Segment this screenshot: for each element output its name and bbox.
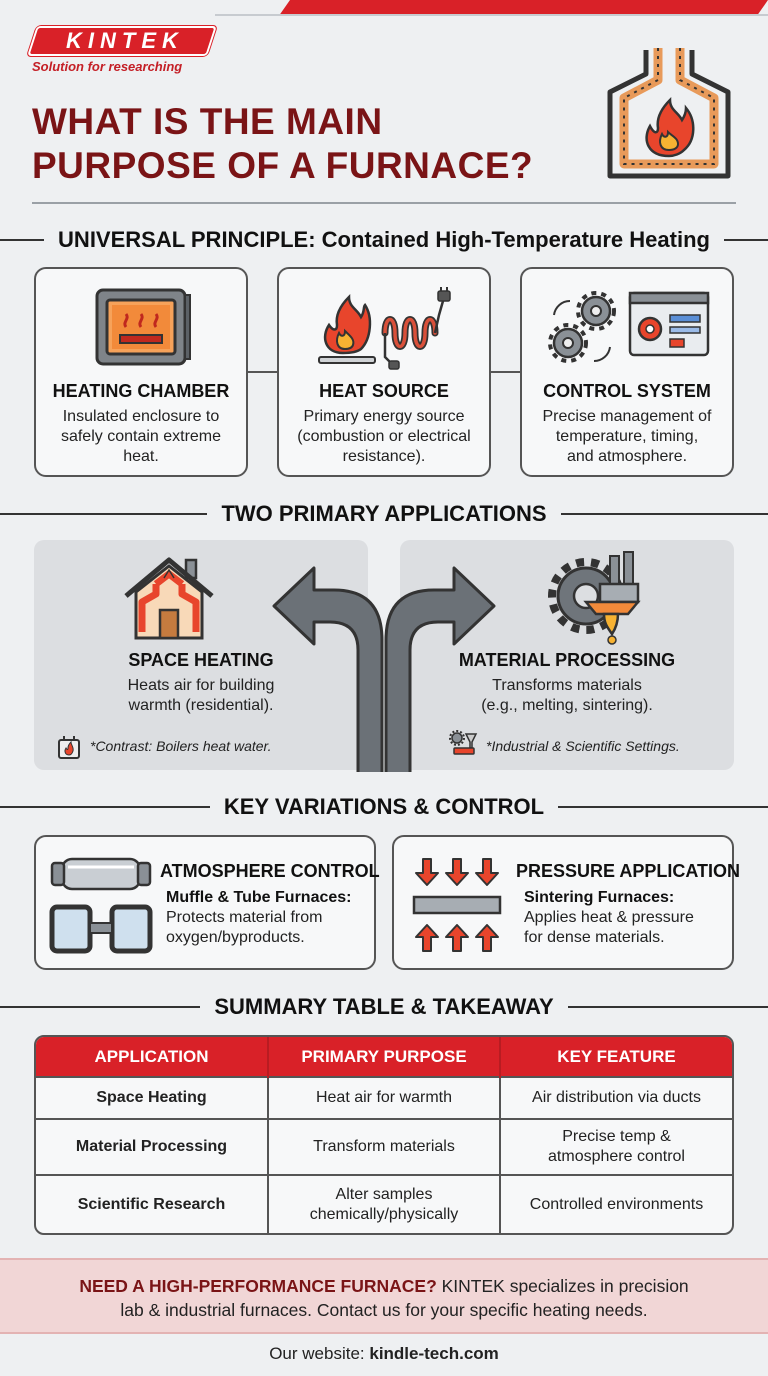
factory-gear-icon	[546, 550, 642, 646]
table-row	[36, 1077, 732, 1119]
card-connector	[246, 371, 278, 373]
card-subtitle: Muffle & Tube Furnaces:	[166, 889, 352, 906]
table-cell-application: Scientific Research	[36, 1175, 268, 1233]
card-title: PRESSURE APPLICATION	[516, 861, 741, 881]
furnace-flame-icon	[602, 44, 736, 184]
website-label: Our website:	[269, 1344, 370, 1363]
website-link[interactable]: kindle-tech.com	[369, 1344, 499, 1363]
card-description: Primary energy source (combustion or electrical resistance).	[297, 408, 471, 465]
card-control-system	[520, 267, 734, 477]
diverging-arrows-icon	[270, 566, 498, 772]
section-heading-summary-text: SUMMARY TABLE & TAKEAWAY	[214, 994, 554, 1019]
panel-note: *Contrast: Boilers heat water.	[90, 738, 272, 754]
card-description: Insulated enclosure to safely contain extreme heat.	[60, 408, 222, 465]
card-heat-source	[277, 267, 491, 477]
table-cell-feature: Precise temp & atmosphere control	[500, 1119, 732, 1175]
table-cell-feature: Air distribution via ducts	[500, 1077, 732, 1119]
call-to-action-text	[20, 1274, 748, 1322]
card-description: Precise management of temperature, timing, and atmosphere.	[542, 408, 712, 465]
section-heading-variations-text: KEY VARIATIONS & CONTROL	[223, 794, 545, 819]
summary-table	[34, 1035, 734, 1235]
table-row	[36, 1175, 732, 1233]
header-accent-stripe	[280, 0, 768, 14]
heating-chamber-icon	[94, 287, 192, 369]
page-title-line-1: WHAT IS THE MAIN	[32, 101, 383, 142]
call-to-action-line-2: lab & industrial furnaces. Contact us for your specific heating needs.	[120, 1300, 648, 1320]
boiler-icon	[56, 734, 82, 760]
call-to-action-heading: NEED A HIGH-PERFORMANCE FURNACE?	[79, 1276, 437, 1296]
table-cell-application: Space Heating	[36, 1077, 268, 1119]
table-cell-purpose: Heat air for warmth	[268, 1077, 500, 1119]
call-to-action-banner	[0, 1258, 768, 1334]
header-divider	[215, 14, 768, 16]
card-pressure-application	[392, 835, 741, 970]
table-cell-application: Material Processing	[36, 1119, 268, 1175]
card-description: Protects material from oxygen/byproducts.	[166, 909, 323, 946]
call-to-action-line-1: KINTEK specializes in precision	[436, 1276, 689, 1296]
pressure-icon	[410, 857, 504, 953]
heat-source-icon	[313, 287, 461, 373]
control-system-icon	[548, 289, 712, 367]
tagline: Solution for researching	[32, 59, 183, 74]
logo-text[interactable]: KINTEK	[66, 28, 184, 53]
section-heading-variations	[0, 792, 768, 822]
card-connector	[489, 371, 521, 373]
panel-description: Heats air for building warmth (residential).	[127, 677, 275, 714]
table-header-purpose: PRIMARY PURPOSE	[268, 1037, 500, 1077]
section-heading-applications-text: TWO PRIMARY APPLICATIONS	[221, 501, 547, 526]
panel-title: SPACE HEATING	[128, 650, 274, 670]
page-title-line-2: PURPOSE OF A FURNACE?	[32, 145, 534, 186]
card-description: Applies heat & pressure for dense materials.	[524, 909, 694, 946]
card-title: HEAT SOURCE	[319, 381, 449, 401]
card-subtitle: Sintering Furnaces:	[524, 889, 675, 906]
table-header-feature: KEY FEATURE	[500, 1037, 732, 1077]
section-heading-principle	[0, 225, 768, 255]
section-heading-applications	[0, 499, 768, 529]
table-header-application: APPLICATION	[36, 1037, 268, 1077]
house-icon	[120, 554, 218, 642]
section-heading-summary	[0, 992, 768, 1022]
tube-furnace-icon	[48, 853, 154, 955]
table-cell-purpose: Alter samples chemically/physically	[268, 1175, 500, 1233]
card-title: ATMOSPHERE CONTROL	[160, 861, 380, 881]
panel-description: Transforms materials (e.g., melting, sintering).	[481, 677, 653, 714]
card-title: HEATING CHAMBER	[52, 381, 230, 401]
title-divider	[32, 202, 736, 204]
page-title	[32, 100, 592, 188]
card-title: CONTROL SYSTEM	[543, 381, 711, 401]
card-heating-chamber	[34, 267, 248, 477]
table-row	[36, 1119, 732, 1175]
table-cell-feature: Controlled environments	[500, 1175, 732, 1233]
panel-title: MATERIAL PROCESSING	[458, 650, 676, 670]
section-heading-principle-text: UNIVERSAL PRINCIPLE: Contained High-Temperature Heating	[58, 227, 710, 252]
website-footer	[0, 1344, 768, 1364]
card-atmosphere-control	[34, 835, 380, 970]
panel-note: *Industrial & Scientific Settings.	[486, 738, 680, 754]
table-cell-purpose: Transform materials	[268, 1119, 500, 1175]
